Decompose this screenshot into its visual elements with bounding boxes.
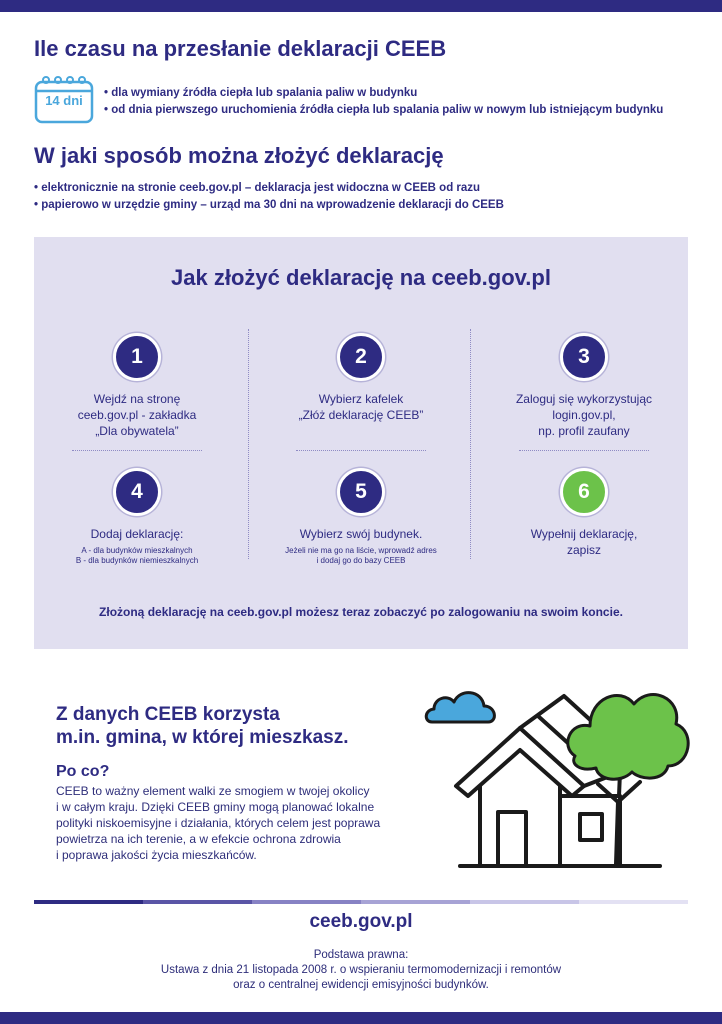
howto-title: Jak złożyć deklarację na ceeb.gov.pl xyxy=(171,265,551,290)
ceeb-users-heading xyxy=(56,703,349,749)
step-text: „Dla obywatela” xyxy=(95,424,179,438)
step-text: „Złóż deklarację CEEB” xyxy=(298,408,424,422)
step-text: np. profil zaufany xyxy=(538,424,630,438)
deadline-bullet: • od dnia pierwszego uruchomienia źródła ciepła lub spalania paliw w nowym lub istniejącym budynku xyxy=(104,104,664,116)
step-number-badge: 5 xyxy=(337,468,385,516)
column-divider xyxy=(248,329,249,559)
row-divider xyxy=(519,450,649,451)
house-tree-illustration xyxy=(420,676,692,876)
why-subheading: Po co? xyxy=(56,763,110,780)
step-6 xyxy=(484,468,684,558)
calendar-label: 14 dni xyxy=(45,93,83,108)
heading-line: m.in. gmina, w której mieszkasz. xyxy=(56,727,349,748)
step-5 xyxy=(261,468,461,566)
row-divider xyxy=(72,450,202,451)
step-subtext: B - dla budynków niemieszkalnych xyxy=(75,556,199,565)
howto-footer-note: Złożoną deklarację na ceeb.gov.pl możesz teraz zobaczyć po zalogowaniu na swoim koncie. xyxy=(99,605,623,619)
column-divider xyxy=(470,329,471,559)
row-divider xyxy=(296,450,426,451)
gradient-divider xyxy=(34,891,688,895)
bottom-bar xyxy=(0,1012,722,1024)
step-text: Dodaj deklarację: xyxy=(90,527,184,541)
cloud-icon xyxy=(426,693,494,722)
step-text: zapisz xyxy=(566,543,601,557)
step-number-badge: 3 xyxy=(560,333,608,381)
methods-bullet: • papierowo w urzędzie gminy – urząd ma 30 dni na wprowadzenie deklaracji do CEEB xyxy=(34,199,504,211)
step-1 xyxy=(37,333,237,439)
step-number-badge: 4 xyxy=(113,468,161,516)
step-number-badge: 6 xyxy=(560,468,608,516)
deadline-bullets xyxy=(104,85,663,119)
step-text: Wybierz kafelek xyxy=(318,392,404,406)
paragraph-line: CEEB to ważny element walki ze smogiem w twojej okolicy xyxy=(56,784,370,798)
paragraph-line: powietrza na ich terenie, a w efekcie ochrona zdrowia xyxy=(56,832,341,846)
step-2 xyxy=(261,333,461,423)
howto-panel xyxy=(34,237,688,649)
step-text: Wypełnij deklarację, xyxy=(530,527,638,541)
paragraph-line: polityki niskoemisyjne i działania, których celem jest poprawa xyxy=(56,816,381,830)
step-text: ceeb.gov.pl - zakładka xyxy=(77,408,197,422)
website-url: ceeb.gov.pl xyxy=(309,911,413,932)
heading-line: Z danych CEEB korzysta xyxy=(56,704,280,725)
why-paragraph xyxy=(56,783,416,863)
calendar-icon xyxy=(34,76,94,124)
step-text: login.gov.pl, xyxy=(552,408,616,422)
methods-heading: W jaki sposób można złożyć deklarację xyxy=(34,143,444,168)
paragraph-line: i poprawa jakości życia mieszkańców. xyxy=(56,848,257,862)
step-text: Wejdź na stronę xyxy=(93,392,181,406)
step-text: Zaloguj się wykorzystując xyxy=(515,392,653,406)
legal-basis xyxy=(0,948,722,993)
legal-line: Ustawa z dnia 21 listopada 2008 r. o wspieraniu termomodernizacji i remontów xyxy=(160,964,562,976)
paragraph-line: i w całym kraju. Dzięki CEEB gminy mogą planować lokalne xyxy=(56,800,375,814)
methods-bullets xyxy=(34,180,504,214)
step-subtext: A - dla budynków mieszkalnych xyxy=(81,546,193,555)
legal-line: Podstawa prawna: xyxy=(313,949,409,961)
deadline-bullet: • dla wymiany źródła ciepła lub spalania paliw w budynku xyxy=(104,87,418,99)
step-text: Wybierz swój budynek. xyxy=(299,527,423,541)
step-number-badge: 2 xyxy=(337,333,385,381)
methods-bullet: • elektronicznie na stronie ceeb.gov.pl – deklaracja jest widoczna w CEEB od razu xyxy=(34,182,481,194)
legal-line: oraz o centralnej ewidencji emisyjności budynków. xyxy=(233,979,489,991)
step-subtext: Jeżeli nie ma go na liście, wprowadź adres xyxy=(285,546,437,555)
step-subtext: i dodaj go do bazy CEEB xyxy=(316,556,406,565)
deadline-heading: Ile czasu na przesłanie deklaracji CEEB xyxy=(34,36,447,61)
step-3 xyxy=(484,333,684,439)
top-bar xyxy=(0,0,722,12)
step-4 xyxy=(37,468,237,566)
step-number-badge: 1 xyxy=(113,333,161,381)
